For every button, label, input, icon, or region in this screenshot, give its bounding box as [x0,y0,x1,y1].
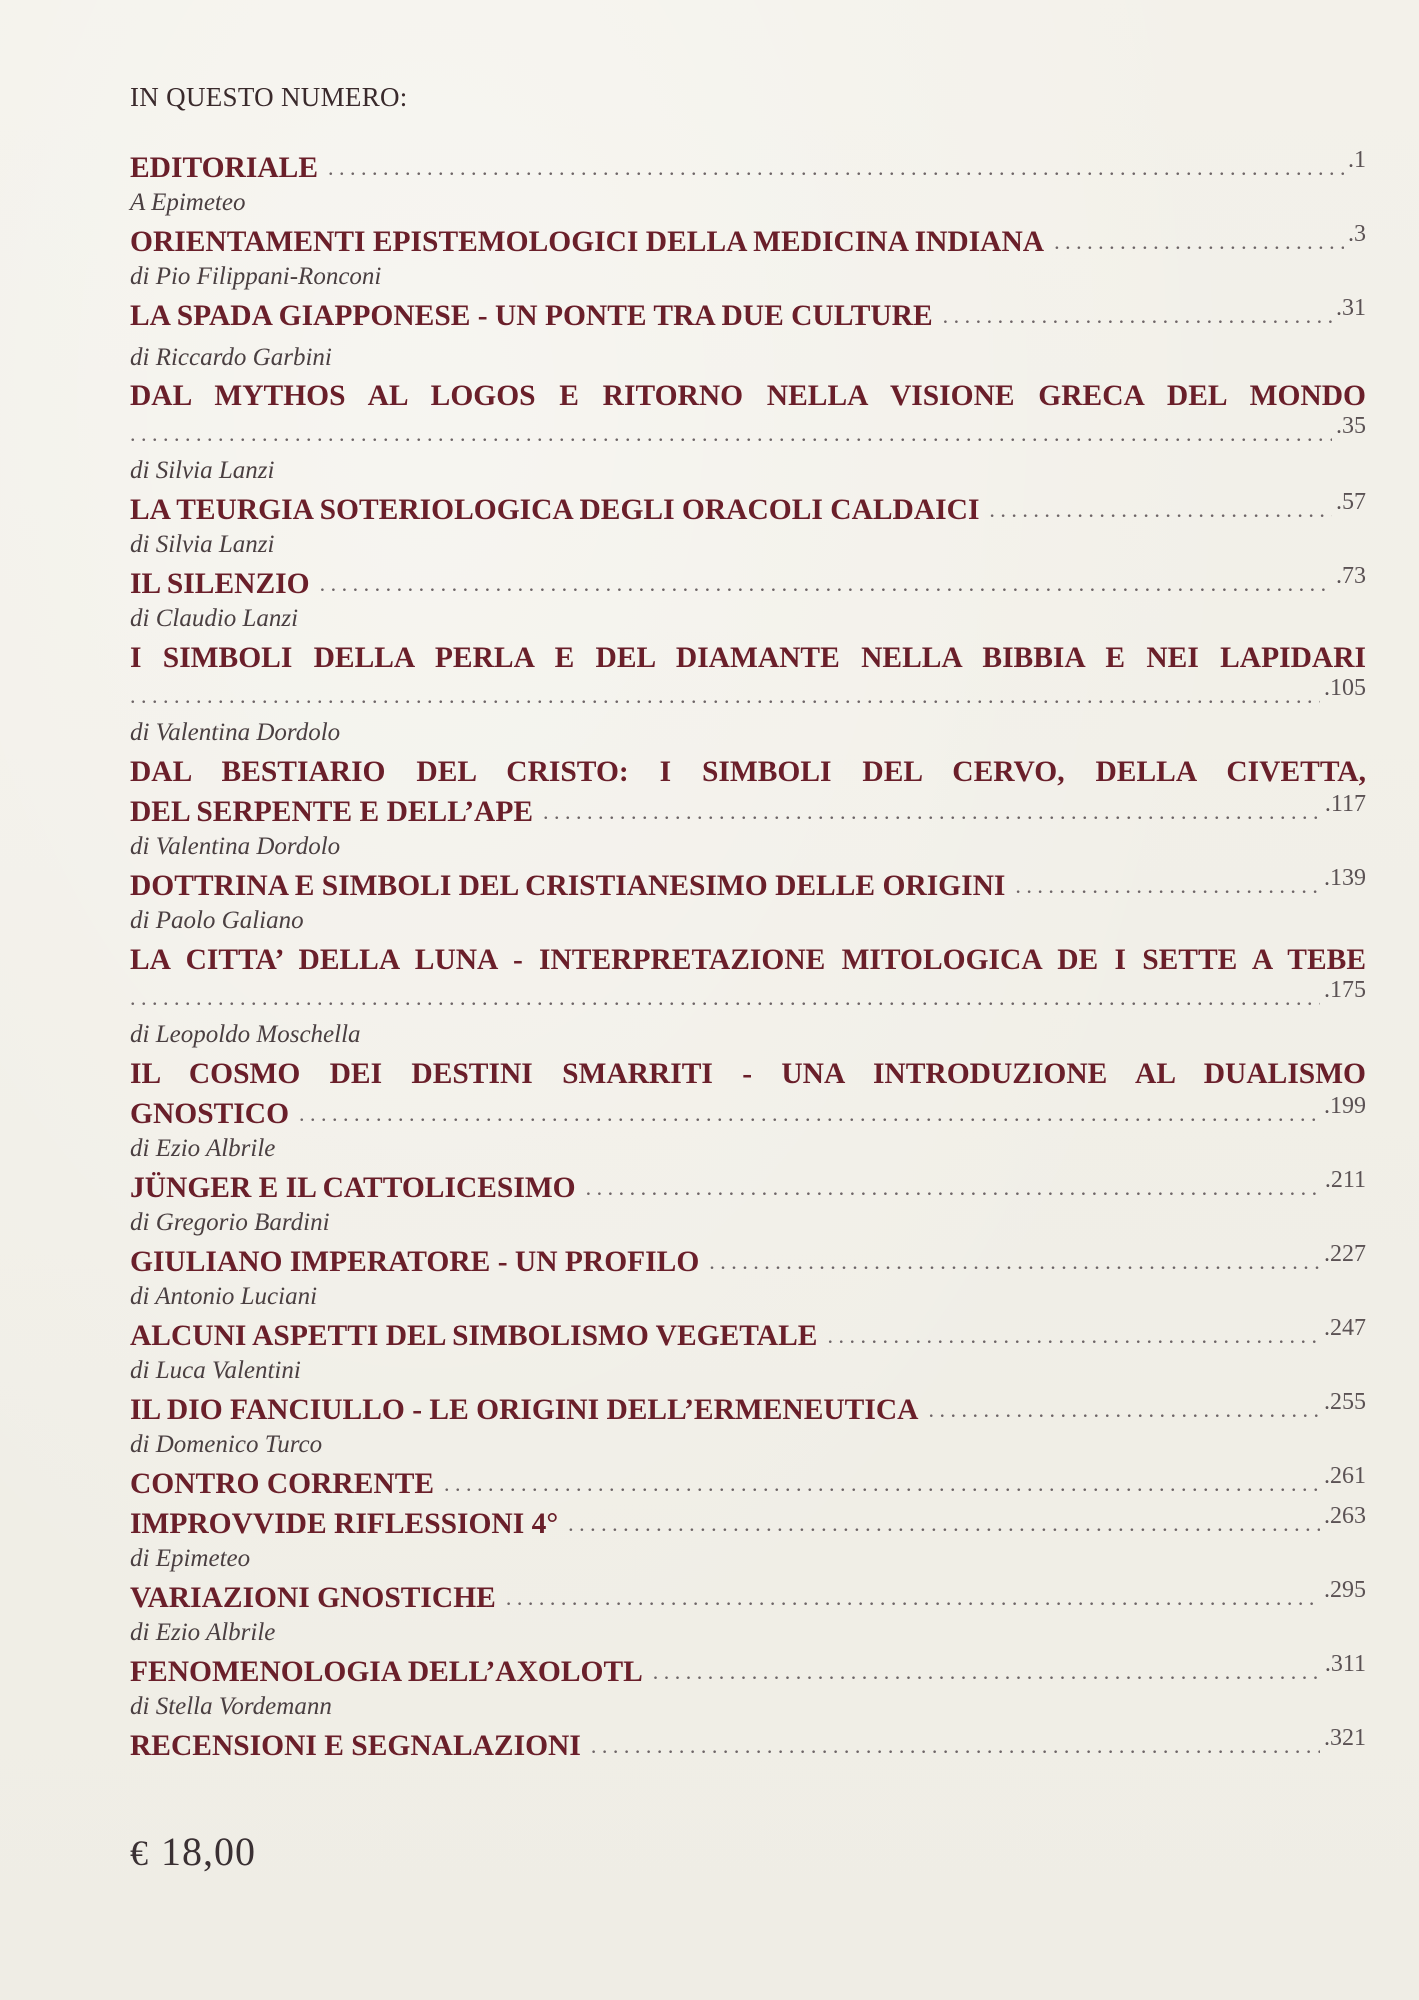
toc-entry [130,1504,1366,1578]
dot-leader [1054,222,1344,262]
toc-entry [130,1316,1366,1390]
dot-leader [130,978,1320,1018]
toc-entry-title: DEL SERPENTE E DELL’APE [130,796,534,828]
toc-entry [130,1054,1366,1168]
toc-entry-author: di Valentina Dordolo [130,719,341,746]
toc-entry-author: di Silvia Lanzi [130,457,275,484]
toc-entry-title: FENOMENOLOGIA DELL’AXOLOTL [130,1656,643,1688]
toc-entry-author: di Riccardo Garbini [130,344,332,371]
toc-entry-title-line [130,940,1366,980]
toc-entry-title: LA CITTA’ DELLA LUNA - INTERPRETAZIONE MITOLOGICA DE I SETTE A TEBE [130,944,1366,976]
page-number: .263 [1324,1503,1366,1529]
toc-entry-title-line [130,1464,1366,1504]
toc-entry-title-line [130,1652,1366,1692]
page-number: .199 [1324,1093,1366,1119]
section-header: IN QUESTO NUMERO: [130,82,408,112]
page-number: .295 [1324,1577,1366,1603]
toc-entry-title: DAL MYTHOS AL LOGOS E RITORNO NELLA VISIONE GRECA DEL MONDO [130,380,1366,412]
toc-entry-title: IL SILENZIO [130,568,310,600]
toc-entry-title-line [130,1168,1366,1208]
page-number: .31 [1336,295,1366,321]
page-number: .175 [1324,977,1366,1003]
toc-entry-title-line [130,1390,1366,1430]
toc-entry-title-line [130,792,1366,832]
toc-entry-title-line [130,1242,1366,1282]
page-number: .261 [1324,1463,1366,1489]
dot-leader [543,792,1321,832]
toc-entry-title-line [130,1094,1366,1134]
dot-leader [506,1578,1320,1618]
toc-entry [130,564,1366,638]
dot-leader [591,1726,1320,1766]
toc-entry-title-line [130,1726,1366,1766]
toc-entry-title-line [130,1578,1366,1618]
toc-entry [130,376,1366,490]
toc-entry [130,490,1366,564]
dot-leader [928,1390,1320,1430]
dot-leader [444,1464,1320,1504]
toc-entry-author: di Luca Valentini [130,1357,301,1384]
page-number: .311 [1324,1651,1366,1677]
price-amount: 18,00 [161,1829,256,1874]
toc-entry-author: A Epimeteo [130,189,246,216]
toc-entry-author: di Stella Vordemann [130,1693,332,1720]
dot-leader [320,564,1332,604]
page-number: .247 [1324,1315,1366,1341]
price [130,1828,256,1875]
toc-entry-title: IMPROVVIDE RIFLESSIONI 4° [130,1508,559,1540]
toc-entry-title-line [130,148,1366,188]
page-number: .321 [1324,1725,1366,1751]
toc-entry [130,222,1366,296]
dot-leader [130,676,1320,716]
toc-entry-title: ALCUNI ASPETTI DEL SIMBOLISMO VEGETALE [130,1320,818,1352]
toc-entry [130,866,1366,940]
toc-entry-title-line [130,490,1366,530]
toc-entry-title: RECENSIONI E SEGNALAZIONI [130,1730,581,1762]
dot-leader [943,296,1332,336]
page-number: .227 [1324,1241,1366,1267]
toc-entry-author: di Paolo Galiano [130,907,304,934]
toc-entry-author: di Gregorio Bardini [130,1209,330,1236]
toc-entry-author: di Silvia Lanzi [130,531,275,558]
toc-entry-title: IL DIO FANCIULLO - LE ORIGINI DELL’ERMENEUTICA [130,1394,919,1426]
toc-entry-author: di Pio Filippani-Ronconi [130,263,382,290]
page-number: .57 [1336,489,1366,515]
page-number: .73 [1336,563,1366,589]
toc-entry [130,940,1366,1054]
toc-entry-author: di Epimeteo [130,1545,251,1572]
toc-entry-title: GIULIANO IMPERATORE - UN PROFILO [130,1246,700,1278]
toc-entry-title: LA TEURGIA SOTERIOLOGICA DEGLI ORACOLI CALDAICI [130,494,980,526]
page-number: .255 [1324,1389,1366,1415]
dot-leader [130,414,1332,454]
toc-entry [130,752,1366,866]
toc-entry-title: LA SPADA GIAPPONESE - UN PONTE TRA DUE CULTURE [130,300,933,332]
toc-entry-title: I SIMBOLI DELLA PERLA E DEL DIAMANTE NELLA BIBBIA E NEI LAPIDARI [130,642,1366,674]
toc-entry-title: DAL BESTIARIO DEL CRISTO: I SIMBOLI DEL CERVO, DELLA CIVETTA, [130,756,1366,788]
toc-entry-author: di Leopoldo Moschella [130,1021,361,1048]
page-number: .35 [1336,413,1366,439]
dot-leader [568,1504,1320,1544]
dot-leader [328,148,1344,188]
toc-entry-title: IL COSMO DEI DESTINI SMARRITI - UNA INTRODUZIONE AL DUALISMO [130,1058,1366,1090]
dot-leader [1015,866,1320,906]
toc-entry-title-line [130,638,1366,678]
toc-entry-title-line [130,376,1366,416]
page-number: .211 [1324,1167,1366,1193]
toc-entry-author: di Ezio Albrile [130,1135,276,1162]
currency-symbol: € [130,1833,149,1873]
toc-entry-title: GNOSTICO [130,1098,290,1130]
page-number: .117 [1324,791,1366,817]
toc-entry-title-line [130,866,1366,906]
toc-entry-author: di Ezio Albrile [130,1619,276,1646]
toc-entry-title: CONTRO CORRENTE [130,1468,435,1500]
toc-entry-title: VARIAZIONI GNOSTICHE [130,1582,496,1614]
toc-entry-title: EDITORIALE [130,152,318,184]
toc-entry [130,1168,1366,1242]
toc-entry-title-line [130,564,1366,604]
toc-entry [130,148,1366,222]
page-number: .139 [1324,865,1366,891]
toc-entry [130,1242,1366,1316]
toc-entry-author: di Valentina Dordolo [130,833,341,860]
dot-leader [653,1652,1321,1692]
toc-entry-title-line [130,1504,1366,1544]
toc-entry-title-line [130,1054,1366,1094]
toc-entry [130,1726,1366,1766]
toc-entry-title-line [130,752,1366,792]
toc-entry [130,638,1366,752]
toc-entry [130,1390,1366,1464]
page-number: .1 [1348,147,1366,173]
toc-entry-title-line [130,1316,1366,1356]
toc-entry-title-line [130,222,1366,262]
toc-entry-title: DOTTRINA E SIMBOLI DEL CRISTIANESIMO DELLE ORIGINI [130,870,1006,902]
toc-entry-author: di Claudio Lanzi [130,605,299,632]
toc-entry-author: di Domenico Turco [130,1431,323,1458]
dot-leader [299,1094,1320,1134]
dot-leader [989,490,1332,530]
dot-leader [827,1316,1320,1356]
toc-entry [130,296,1366,376]
toc-entry [130,1652,1366,1726]
toc-entry [130,1464,1366,1504]
toc-entry-title: JÜNGER E IL CATTOLICESIMO [130,1172,576,1204]
page-number: .3 [1348,221,1366,247]
toc-entry [130,1578,1366,1652]
dot-leader [709,1242,1320,1282]
toc-entry-leader-line [130,675,1366,718]
table-of-contents [130,148,1366,1766]
dot-leader [586,1168,1321,1208]
toc-entry-title-line [130,296,1366,336]
toc-entry-leader-line [130,977,1366,1020]
toc-entry-author: di Antonio Luciani [130,1283,318,1310]
toc-entry-leader-line [130,413,1366,456]
toc-entry-title: ORIENTAMENTI EPISTEMOLOGICI DELLA MEDICINA INDIANA [130,226,1045,258]
page-number: .105 [1324,675,1366,701]
